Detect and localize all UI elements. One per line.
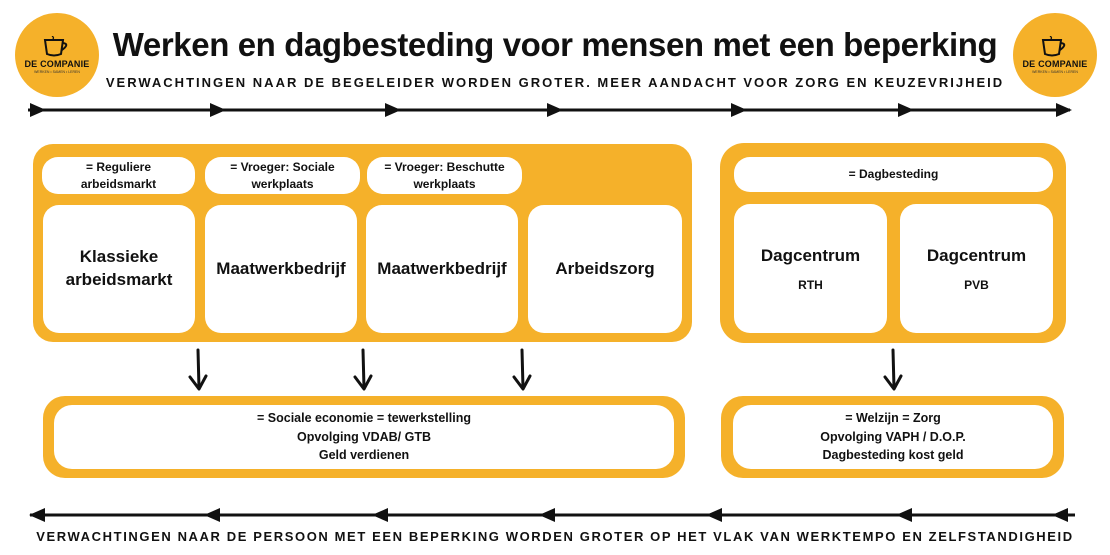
card-title: Arbeidszorg (555, 258, 655, 278)
card-title: Dagcentrum (760, 246, 861, 266)
arrow-left-icon (1052, 508, 1068, 522)
arrow-right-icon (731, 103, 747, 117)
arrow-down-icon (885, 350, 901, 389)
card-title: Klassieke arbeidsmarkt (65, 247, 173, 289)
page-subtitle: VERWACHTINGEN NAAR DE BEGELEIDER WORDEN GROTER. MEER AANDACHT VOOR ZORG EN KEUZEVRIJHEID (105, 75, 1005, 90)
arrow-right-icon (210, 103, 226, 117)
label-dagbesteding (734, 157, 1053, 192)
card-title: Maatwerkbedrijf (377, 258, 507, 278)
logo-tagline: WERKEN • SAMEN • LEREN (1032, 70, 1078, 74)
summary-line: = Sociale economie = tewerkstelling (257, 410, 471, 425)
top-timeline (28, 103, 1072, 117)
logo-brand: DE COMPANIE (24, 59, 90, 69)
arrow-left-icon (539, 508, 555, 522)
label-text: = Reguliere arbeidsmarkt (80, 159, 157, 191)
label-text: = Vroeger: Sociale werkplaats (230, 159, 335, 191)
arrow-left-icon (29, 508, 45, 522)
card-title: Dagcentrum (926, 246, 1027, 266)
summary-line: Geld verdienen (318, 448, 410, 463)
card-maatwerkbedrijf-1 (205, 205, 357, 333)
summary-line: Opvolging VAPH / D.O.P. (820, 429, 966, 444)
work-summary (54, 405, 674, 469)
arrow-left-icon (706, 508, 722, 522)
arrow-right-icon (30, 103, 46, 117)
card-klassieke-arbeidsmarkt (43, 205, 195, 333)
arrow-left-icon (372, 508, 388, 522)
arrow-down-icon (190, 350, 206, 389)
footer-text: VERWACHTINGEN NAAR DE PERSOON MET EEN BEPERKING WORDEN GROTER OP HET VLAK VAN WERKTEMPO EN ZELFSTANDIGHEID (36, 529, 1074, 544)
card-subtitle: PVB (964, 277, 989, 292)
card-subtitle: RTH (798, 277, 823, 292)
summary-line: = Welzijn = Zorg (845, 410, 941, 425)
summary-line: Dagbesteding kost geld (822, 448, 964, 463)
label-text: = Dagbesteding (848, 167, 939, 182)
page-title: Werken en dagbesteding voor mensen met een beperking (112, 26, 998, 63)
card-dagcentrum-rth (734, 204, 887, 333)
logo-tagline: WERKEN • SAMEN • LEREN (34, 70, 80, 74)
card-dagcentrum-pvb (900, 204, 1053, 333)
label-sociale-werkplaats (205, 157, 360, 194)
arrow-down-icon (355, 350, 371, 389)
arrow-right-icon (898, 103, 914, 117)
logo-brand: DE COMPANIE (1022, 59, 1088, 69)
bottom-timeline (29, 508, 1075, 522)
label-beschutte-werkplaats (367, 157, 522, 194)
summary-line: Opvolging VDAB/ GTB (296, 429, 432, 444)
card-arbeidszorg (528, 205, 682, 333)
label-reguliere-arbeidsmarkt (42, 157, 195, 194)
arrow-right-icon (385, 103, 401, 117)
card-title: Maatwerkbedrijf (216, 258, 346, 278)
label-text: = Vroeger: Beschutte werkplaats (384, 159, 505, 191)
card-maatwerkbedrijf-2 (366, 205, 518, 333)
daycare-summary (733, 405, 1053, 469)
arrow-right-icon (1056, 103, 1072, 117)
arrow-down-icon (514, 350, 530, 389)
arrow-left-icon (896, 508, 912, 522)
arrow-left-icon (204, 508, 220, 522)
down-arrows (190, 350, 901, 389)
arrow-right-icon (547, 103, 563, 117)
